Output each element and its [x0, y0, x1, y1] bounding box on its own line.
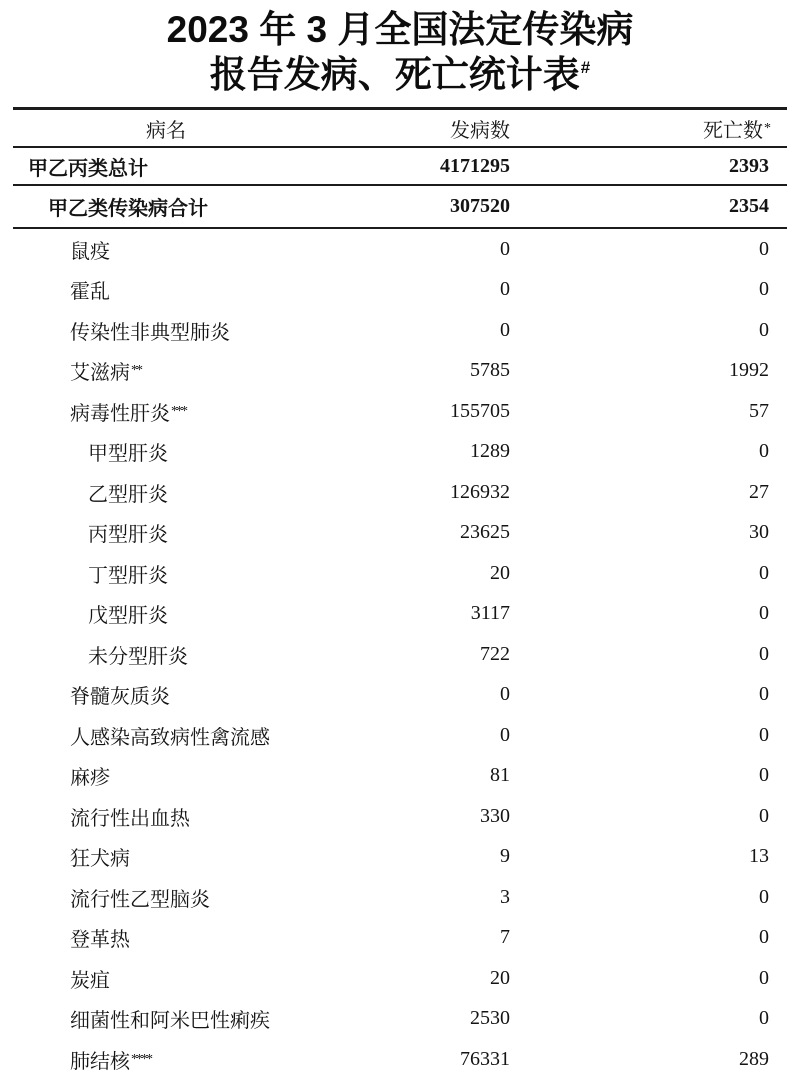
disease-label: 乙型肝炎	[88, 483, 168, 506]
table-row	[13, 634, 787, 675]
death-count-value: 0	[759, 804, 769, 827]
table-row	[13, 229, 787, 270]
disease-label: 麻疹	[70, 767, 110, 790]
death-count-value: 0	[759, 1007, 769, 1030]
disease-label: 艾滋病	[70, 362, 130, 385]
death-count-value: 57	[749, 399, 769, 422]
disease-label: 戊型肝炎	[88, 605, 168, 628]
death-count-value: 0	[759, 440, 769, 463]
disease-label: 炭疽	[70, 969, 110, 992]
death-count-value: 0	[759, 683, 769, 706]
table-row	[13, 148, 787, 186]
disease-name	[13, 559, 390, 588]
table-row	[13, 756, 787, 797]
disease-name	[13, 721, 390, 750]
footnote-marker: ***	[171, 403, 186, 419]
disease-label: 登革热	[70, 929, 130, 952]
disease-label: 未分型肝炎	[88, 645, 188, 668]
table-row	[13, 877, 787, 918]
table-row	[13, 1039, 787, 1080]
disease-name	[13, 842, 390, 871]
title-line-1: 2023 年 3 月全国法定传染病	[166, 9, 634, 50]
disease-label: 霍乱	[70, 281, 110, 304]
case-count-value: 0	[500, 723, 510, 746]
disease-label: 鼠疫	[70, 240, 110, 263]
case-count-value: 0	[500, 237, 510, 260]
disease-label: 甲乙丙类总计	[28, 157, 148, 180]
death-count-value: 13	[749, 845, 769, 868]
disease-label: 脊髓灰质炎	[70, 686, 170, 709]
table-row	[13, 432, 787, 473]
disease-label: 丁型肝炎	[88, 564, 168, 587]
table-row	[13, 391, 787, 432]
disease-name	[13, 356, 390, 385]
death-count-value: 0	[759, 764, 769, 787]
table-row	[13, 553, 787, 594]
death-count-value: 0	[759, 318, 769, 341]
case-count-value: 23625	[460, 521, 510, 544]
disease-name	[13, 680, 390, 709]
death-count-value: 27	[749, 480, 769, 503]
death-count-value: 289	[739, 1047, 769, 1070]
death-count-value: 0	[759, 723, 769, 746]
death-count-value: 30	[749, 521, 769, 544]
page-title	[0, 0, 800, 104]
disease-label: 狂犬病	[70, 848, 130, 871]
death-count-value: 0	[759, 885, 769, 908]
footnote-marker: ****	[131, 1051, 151, 1067]
table-row	[13, 999, 787, 1040]
table-row	[13, 310, 787, 351]
case-count-value: 722	[480, 642, 510, 665]
table-body	[13, 148, 787, 1080]
case-count-value: 0	[500, 318, 510, 341]
title-line-2	[0, 52, 800, 104]
disease-label: 甲乙类传染病合计	[48, 198, 208, 220]
statistics-table	[13, 107, 787, 1080]
case-count-value: 76331	[460, 1047, 510, 1070]
disease-label: 细菌性和阿米巴性痢疾	[70, 1010, 270, 1033]
disease-label: 人感染高致病性禽流感	[70, 726, 270, 749]
disease-name	[13, 518, 390, 547]
disease-label: 传染性非典型肺炎	[70, 321, 230, 344]
disease-name	[13, 964, 390, 993]
table-row	[13, 918, 787, 959]
death-count-value: 0	[759, 642, 769, 665]
case-count-value: 0	[500, 683, 510, 706]
case-count-value: 2530	[470, 1007, 510, 1030]
death-count-header-text: 死亡数	[703, 119, 763, 142]
disease-name	[13, 802, 390, 831]
table-row	[13, 958, 787, 999]
title-line-2-text: 报告发病、死亡统计表	[209, 54, 580, 95]
column-header-disease-name: 病名	[146, 119, 186, 142]
disease-name	[13, 152, 390, 181]
disease-label: 甲型肝炎	[88, 443, 168, 466]
death-count-value: 2393	[729, 154, 769, 177]
case-count-value: 126932	[450, 480, 510, 503]
disease-label: 流行性乙型脑炎	[70, 888, 210, 911]
disease-name	[13, 437, 390, 466]
case-count-value: 330	[480, 804, 510, 827]
death-count-value: 0	[759, 926, 769, 949]
case-count-value: 3117	[470, 602, 510, 625]
disease-name	[13, 316, 390, 345]
disease-name	[13, 640, 390, 669]
disease-name	[13, 923, 390, 952]
table-row	[13, 513, 787, 554]
case-count-value: 20	[490, 966, 510, 989]
death-count-value: 0	[759, 966, 769, 989]
case-count-value: 3	[500, 885, 510, 908]
disease-label: 病毒性肝炎	[70, 402, 170, 425]
table-row	[13, 675, 787, 716]
case-count-value: 155705	[450, 399, 510, 422]
table-row	[13, 472, 787, 513]
case-count-value: 1289	[470, 440, 510, 463]
death-count-value: 0	[759, 561, 769, 584]
disease-label: 流行性出血热	[70, 807, 190, 830]
disease-label: 肺结核	[70, 1050, 130, 1073]
disease-name	[13, 397, 390, 426]
table-row	[13, 594, 787, 635]
case-count-value: 81	[490, 764, 510, 787]
disease-name	[13, 761, 390, 790]
table-row	[13, 351, 787, 392]
case-count-value: 9	[500, 845, 510, 868]
column-header-death-count	[510, 114, 769, 143]
death-count-header-superscript: *	[764, 120, 769, 136]
death-count-value: 0	[759, 278, 769, 301]
disease-name	[13, 192, 390, 221]
disease-name	[13, 1004, 390, 1033]
case-count-value: 20	[490, 561, 510, 584]
title-superscript: #	[580, 58, 591, 77]
table-row	[13, 186, 787, 229]
case-count-value: 4171295	[440, 154, 510, 177]
table-row	[13, 270, 787, 311]
disease-name	[13, 883, 390, 912]
case-count-value: 0	[500, 278, 510, 301]
death-count-value: 1992	[729, 359, 769, 382]
footnote-marker: **	[131, 363, 141, 379]
disease-name	[13, 275, 390, 304]
table-row	[13, 796, 787, 837]
disease-name	[13, 235, 390, 264]
disease-name	[13, 599, 390, 628]
death-count-value: 0	[759, 237, 769, 260]
case-count-value: 307520	[450, 195, 510, 217]
disease-label: 丙型肝炎	[88, 524, 168, 547]
case-count-value: 7	[500, 926, 510, 949]
disease-name	[13, 478, 390, 507]
table-row	[13, 837, 787, 878]
column-header-case-count: 发病数	[450, 119, 510, 142]
table-row	[13, 715, 787, 756]
death-count-value: 0	[759, 602, 769, 625]
table-header-row	[13, 110, 787, 148]
death-count-value: 2354	[729, 195, 769, 217]
case-count-value: 5785	[470, 359, 510, 382]
disease-name	[13, 1045, 390, 1074]
